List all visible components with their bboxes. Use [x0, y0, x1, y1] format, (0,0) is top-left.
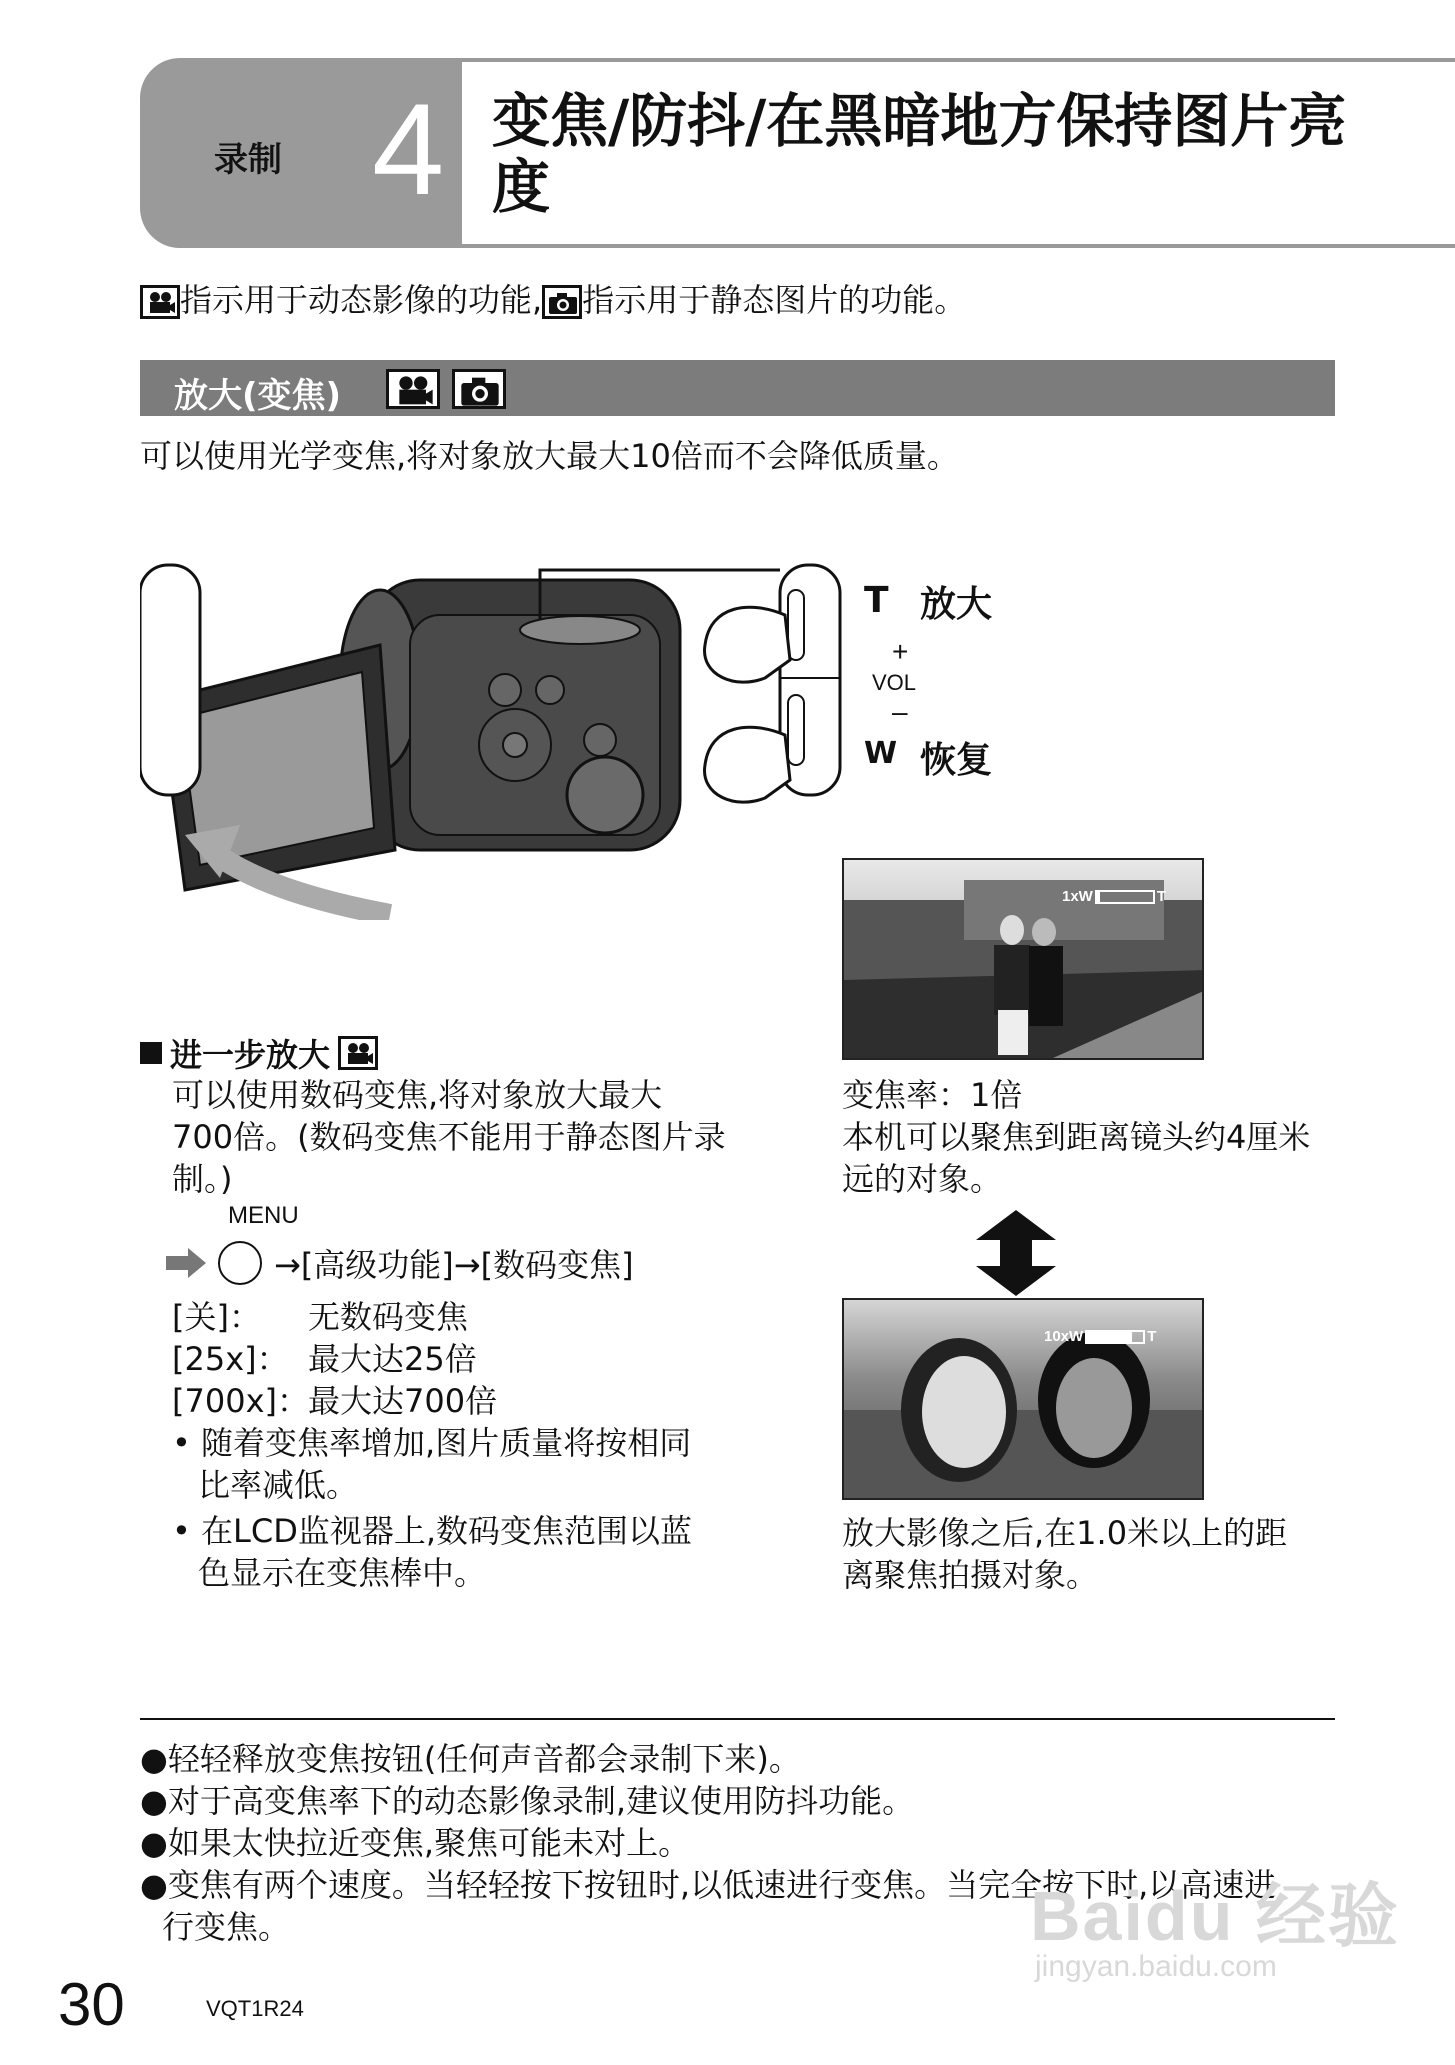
arrow-right-icon: [166, 1248, 206, 1278]
w-label: W: [864, 736, 898, 771]
photo1-caption-2: 本机可以聚焦到距离镜头约4厘米: [842, 1118, 1311, 1156]
note-4-cont: 行变焦。: [162, 1908, 291, 1946]
photo1-caption-3: 远的对象。: [842, 1160, 1003, 1198]
option-value: 最大达25倍: [308, 1340, 477, 1378]
zoom-indicator-w: 1xW: [1062, 888, 1093, 905]
option-key: [关]：: [172, 1298, 261, 1336]
menu-path: →[高级功能]→[数码变焦]: [274, 1246, 634, 1284]
page-title: 变焦/防抖/在黑暗地方保持图片亮度: [492, 87, 1347, 221]
digital-zoom-title: 进一步放大: [170, 1036, 331, 1074]
divider: [140, 1718, 1335, 1720]
bullet-2-line-2: 色显示在变焦棒中。: [198, 1554, 487, 1592]
option-key: [700x]：: [172, 1382, 309, 1420]
still-camera-icon: [542, 285, 582, 319]
menu-button-icon: [218, 1241, 262, 1285]
intro-line: [140, 280, 966, 320]
photo2-caption-2: 离聚焦拍摄对象。: [842, 1556, 1099, 1594]
photo1-caption-1: 变焦率：1倍: [842, 1076, 1023, 1114]
option-value: 无数码变焦: [308, 1298, 469, 1336]
still-camera-icon: [452, 369, 506, 409]
zoom-indicator-w: 10xW: [1044, 1328, 1084, 1345]
section-heading-bar: [140, 360, 1335, 416]
movie-camera-icon: [338, 1036, 378, 1070]
chapter-number: 4: [372, 76, 445, 222]
bullet-1-line-2: 比率减低。: [198, 1466, 359, 1504]
digital-zoom-body-3: 制。): [172, 1160, 233, 1198]
digital-zoom-body-1: 可以使用数码变焦,将对象放大最大: [172, 1076, 663, 1114]
option-row: [172, 1296, 468, 1338]
zoom-indicator-t: T: [1147, 1328, 1157, 1345]
option-row: [172, 1380, 497, 1422]
photo-10x-zoom: [842, 1298, 1204, 1500]
bullet-2-line-1: • 在LCD监视器上,数码变焦范围以蓝: [172, 1512, 693, 1550]
bullet-1-line-1: • 随着变焦率增加,图片质量将按相同: [172, 1424, 692, 1462]
note-4: ●变焦有两个速度。当轻轻按下按钮时,以低速进行变焦。当完全按下时,以高速进: [140, 1866, 1277, 1904]
plus-label: +: [892, 636, 909, 667]
menu-label: MENU: [228, 1202, 299, 1229]
photo-1x-zoom: [842, 858, 1204, 1060]
option-row: [172, 1338, 477, 1380]
vol-label: VOL: [872, 670, 917, 695]
zoom-indicator-t: T: [1156, 888, 1167, 905]
zoom-bar: [1085, 1330, 1145, 1344]
option-key: [25x]：: [172, 1340, 289, 1378]
zoom-bar-fill: [1087, 1332, 1132, 1342]
restore-label: 恢复: [920, 740, 993, 781]
section-heading: 放大(变焦): [174, 376, 342, 416]
photo2-caption-1: 放大影像之后,在1.0米以上的距: [842, 1514, 1288, 1552]
minus-label: –: [892, 696, 908, 727]
zoom-indicator: [1062, 888, 1166, 905]
watermark-logo: Baidu 经验: [1030, 1877, 1400, 1955]
note-3: ●如果太快拉近变焦,聚焦可能未对上。: [140, 1824, 691, 1862]
menu-path-row: [166, 1240, 634, 1286]
zoom-description: 可以使用光学变焦,将对象放大最大10倍而不会降低质量。: [140, 437, 959, 475]
note-1: ●轻轻释放变焦按钮(任何声音都会录制下来)。: [140, 1740, 801, 1778]
t-label: T: [864, 580, 889, 621]
note-2: ●对于高变焦率下的动态影像录制,建议使用防抖功能。: [140, 1782, 915, 1820]
intro-text-a: 指示用于动态影像的功能,: [180, 281, 543, 319]
digital-zoom-body-2: 700倍。(数码变焦不能用于静态图片录: [172, 1118, 726, 1156]
option-value: 最大达700倍: [308, 1382, 498, 1420]
watermark-url: jingyan.baidu.com: [1035, 1950, 1277, 1983]
page-number: 30: [58, 1971, 125, 2038]
zoom-bar: [1095, 890, 1155, 904]
zoom-indicator: [1044, 1328, 1156, 1345]
section-label: 录制: [214, 140, 282, 180]
intro-text-b: 指示用于静态图片的功能。: [582, 281, 967, 319]
zoom-in-label: 放大: [920, 584, 993, 625]
double-arrow-icon: [976, 1210, 1056, 1296]
document-code: VQT1R24: [206, 1996, 304, 2021]
square-bullet-icon: [140, 1042, 162, 1064]
zoom-bar-fill: [1097, 892, 1100, 902]
movie-camera-icon: [386, 369, 440, 409]
digital-zoom-heading: [140, 1030, 378, 1076]
movie-camera-icon: [140, 285, 180, 319]
